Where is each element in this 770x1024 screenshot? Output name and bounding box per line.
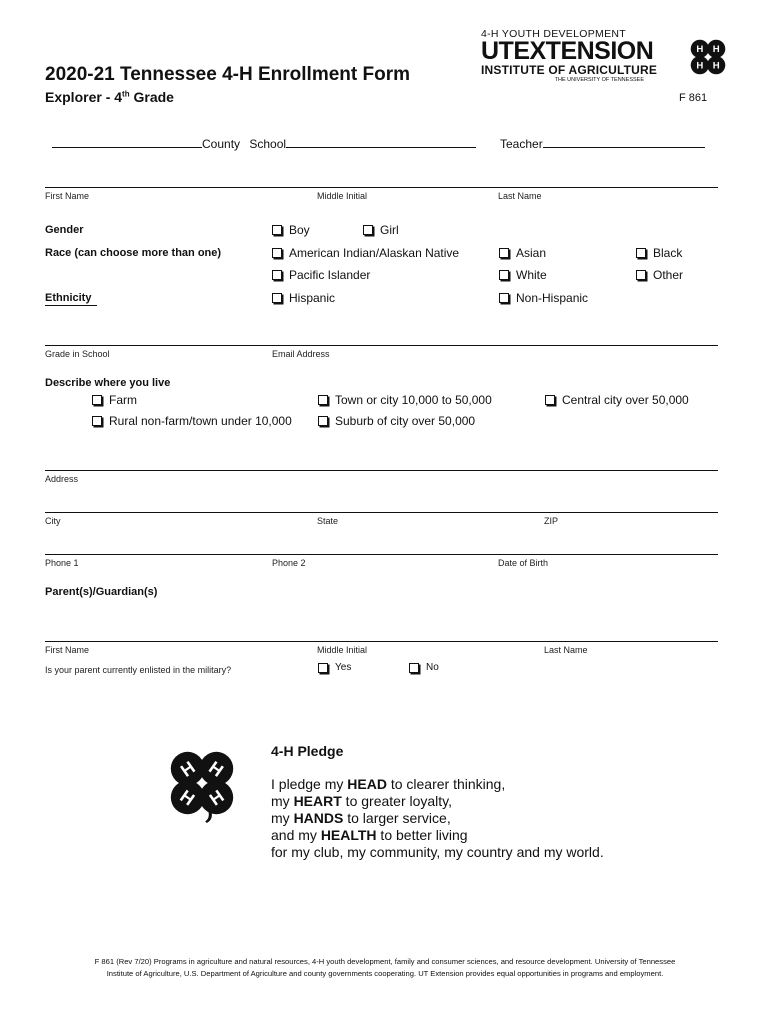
gender-girl-checkbox[interactable]: Girl (363, 223, 399, 237)
middle-initial-label: Middle Initial (317, 191, 368, 201)
race-label: Race (can choose more than one) (45, 247, 222, 259)
footer-line-2: Institute of Agriculture, U.S. Department of Agriculture and county governments cooperating. UT Extension provides equal opportunities in programs and employment. (106, 969, 664, 978)
checkbox-icon (318, 416, 328, 426)
city-label: City (45, 516, 61, 526)
phone-dob-field[interactable] (45, 554, 718, 555)
checkbox-icon (636, 248, 646, 258)
form-subtitle: Explorer - 4th Grade (45, 89, 174, 105)
checkbox-icon (272, 293, 282, 303)
checkbox-icon (636, 270, 646, 280)
checkbox-icon (318, 395, 328, 405)
pledge-line: and my HEALTH to better living (271, 827, 468, 843)
checkbox-icon (545, 395, 555, 405)
four-h-clover-large-icon (162, 743, 242, 823)
city-state-zip-field[interactable] (45, 512, 718, 513)
checkbox-icon (499, 270, 509, 280)
ut-extension-logo: 4-H YOUTH DEVELOPMENT UTEXTENSION INSTITUTE OF AGRICULTURE THE UNIVERSITY OF TENNESSEE (481, 28, 658, 83)
live-suburb-checkbox[interactable]: Suburb of city over 50,000 (318, 414, 475, 428)
grade-label: Grade in School (45, 349, 110, 359)
pledge-line: my HANDS to larger service, (271, 810, 451, 826)
zip-label: ZIP (544, 516, 559, 526)
race-pacific-islander-checkbox[interactable]: Pacific Islander (272, 268, 370, 282)
checkbox-icon (272, 270, 282, 280)
svg-text:H: H (176, 757, 199, 781)
checkbox-icon (272, 248, 282, 258)
email-label: Email Address (272, 349, 330, 359)
four-h-clover-icon (684, 33, 732, 81)
guardian-heading: Parent(s)/Guardian(s) (45, 586, 158, 598)
military-question: Is your parent currently enlisted in the military? (45, 665, 232, 675)
checkbox-icon (318, 663, 328, 673)
svg-text:H: H (205, 757, 228, 781)
checkbox-icon (499, 293, 509, 303)
ethnicity-label: Ethnicity (45, 292, 92, 304)
gender-boy-checkbox[interactable]: Boy (272, 223, 310, 237)
live-rural-checkbox[interactable]: Rural non-farm/town under 10,000 (92, 414, 292, 428)
teacher-field[interactable] (543, 147, 705, 148)
svg-text:H: H (712, 44, 720, 56)
form-title: 2020-21 Tennessee 4-H Enrollment Form (45, 64, 410, 85)
race-asian-checkbox[interactable]: Asian (499, 246, 546, 260)
checkbox-icon (409, 663, 419, 673)
last-name-label: Last Name (498, 191, 542, 201)
teacher-label: Teacher (500, 137, 543, 151)
first-name-label: First Name (45, 191, 90, 201)
race-white-checkbox[interactable]: White (499, 268, 547, 282)
county-field[interactable] (52, 147, 202, 148)
footer-line-1: F 861 (Rev 7/20) Programs in agriculture and natural resources, 4-H youth development, family and consumer sciences, and resource development. University of Tennessee (94, 957, 676, 966)
race-other-checkbox[interactable]: Other (636, 268, 683, 282)
checkbox-icon (272, 225, 282, 235)
pledge-line: my HEART to greater loyalty, (271, 793, 453, 809)
svg-text:H: H (205, 785, 228, 810)
svg-text:H: H (712, 60, 720, 72)
live-central-city-checkbox[interactable]: Central city over 50,000 (545, 393, 689, 407)
race-black-checkbox[interactable]: Black (636, 246, 682, 260)
phone2-label: Phone 2 (272, 558, 306, 568)
ethnicity-non-hispanic-checkbox[interactable]: Non-Hispanic (499, 291, 588, 305)
ethnicity-hispanic-checkbox[interactable]: Hispanic (272, 291, 335, 305)
county-school-row (52, 137, 476, 151)
live-label: Describe where you live (45, 377, 171, 389)
race-american-indian-checkbox[interactable]: American Indian/Alaskan Native (272, 246, 459, 260)
pledge-line: I pledge my HEAD to clearer thinking, (271, 776, 506, 792)
ethnicity-underline (45, 305, 97, 306)
guardian-last-label: Last Name (544, 645, 588, 655)
gender-label: Gender (45, 224, 84, 236)
pledge-line: for my club, my community, my country and my world. (271, 844, 604, 860)
svg-text:H: H (176, 785, 199, 810)
checkbox-icon (92, 416, 102, 426)
guardian-name-field[interactable] (45, 641, 718, 642)
dob-label: Date of Birth (498, 558, 549, 568)
svg-text:H: H (696, 44, 704, 56)
phone1-label: Phone 1 (45, 558, 79, 568)
checkbox-icon (92, 395, 102, 405)
county-label: County (202, 137, 241, 151)
guardian-first-label: First Name (45, 645, 90, 655)
pledge-text (271, 776, 604, 861)
address-label: Address (45, 474, 79, 484)
military-yes-checkbox[interactable]: Yes (318, 662, 351, 673)
checkbox-icon (499, 248, 509, 258)
address-field[interactable] (45, 470, 718, 471)
school-field[interactable] (286, 147, 476, 148)
state-label: State (317, 516, 339, 526)
teacher-row (500, 137, 705, 151)
svg-text:H: H (696, 60, 704, 72)
military-no-checkbox[interactable]: No (409, 662, 439, 673)
grade-email-field[interactable] (45, 345, 718, 346)
checkbox-icon (363, 225, 373, 235)
student-name-field[interactable] (45, 187, 718, 188)
school-label: School (249, 137, 287, 151)
footer (30, 956, 740, 980)
guardian-middle-label: Middle Initial (317, 645, 368, 655)
pledge-title: 4-H Pledge (271, 743, 344, 759)
live-farm-checkbox[interactable]: Farm (92, 393, 137, 407)
form-number: F 861 (679, 92, 708, 104)
live-town-checkbox[interactable]: Town or city 10,000 to 50,000 (318, 393, 492, 407)
